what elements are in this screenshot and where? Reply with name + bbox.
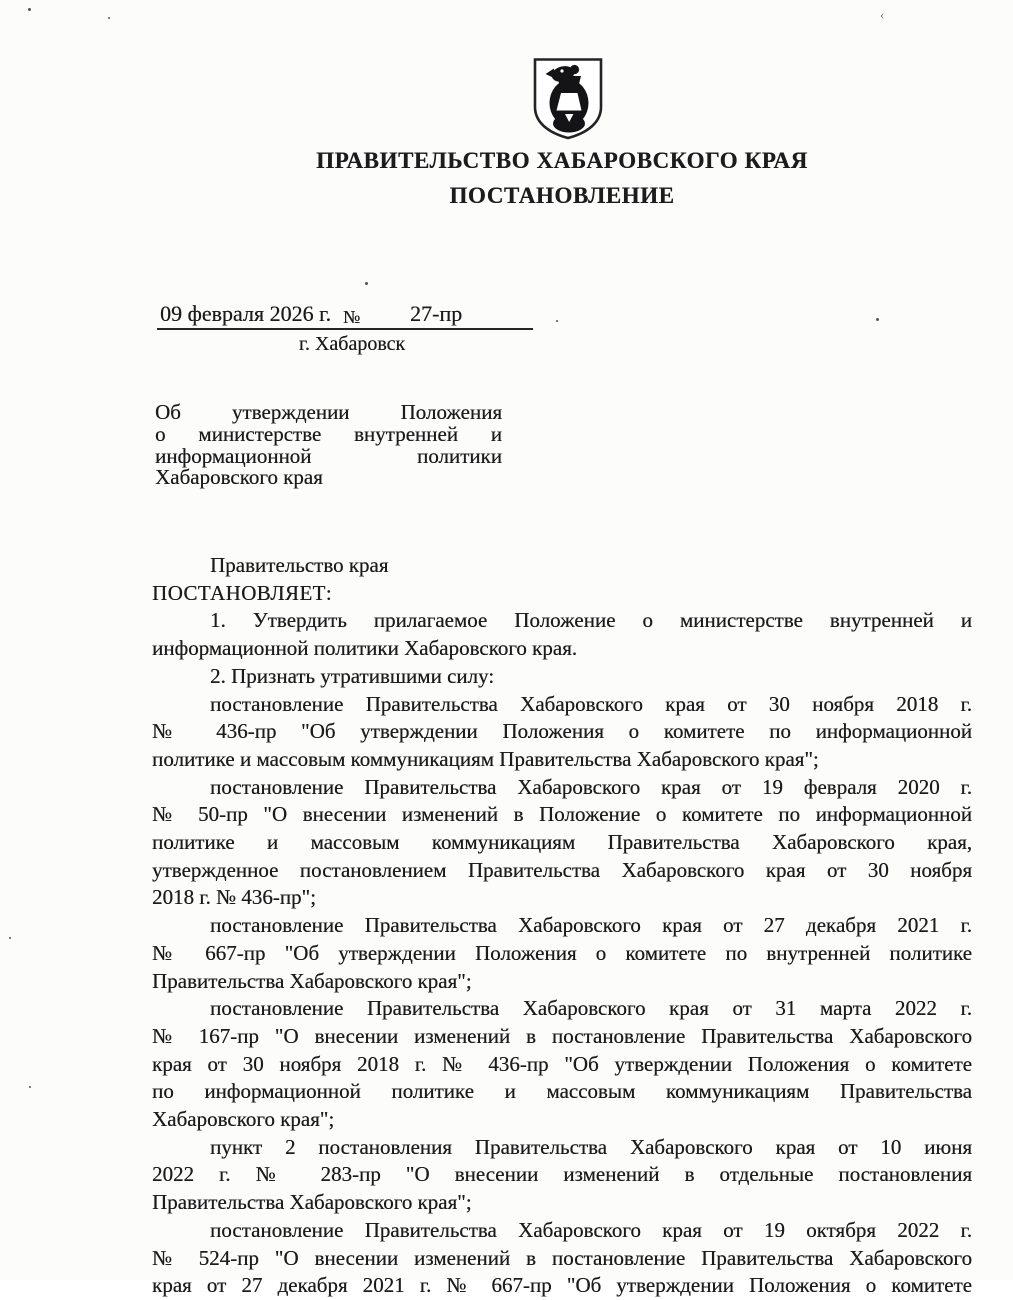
body-line: постановление Правительства Хабаровского края от 30 ноября 2018 г. — [210, 691, 972, 716]
body-line: 1. Утвердить прилагаемое Положение о министерстве внутренней и — [210, 608, 972, 633]
body-line: постановление Правительства Хабаровского края от 19 октября 2022 г. — [210, 1217, 972, 1242]
body-line: политике и массовым коммуникациям Правительства Хабаровского края"; — [152, 746, 819, 771]
body-line: Хабаровского края"; — [152, 1107, 335, 1132]
scan-speck — [28, 8, 31, 11]
scan-speck — [556, 320, 558, 322]
body-line: утвержденное постановлением Правительства Хабаровского края от 30 ноября — [152, 857, 972, 882]
number-sign: № — [343, 307, 361, 327]
body-line: ПОСТАНОВЛЯЕТ: — [152, 580, 333, 605]
subject-line: информационной политики — [155, 443, 502, 468]
scan-speck: ‹ — [880, 7, 885, 22]
org-name: ПРАВИТЕЛЬСТВО ХАБАРОВСКОГО КРАЯ — [316, 148, 808, 173]
body-text — [152, 552, 972, 1300]
body-line: края от 30 ноября 2018 г. № 436-пр "Об утверждении Положения о комитете — [152, 1051, 972, 1076]
scan-speck — [9, 937, 11, 939]
body-line: пункт 2 постановления Правительства Хабаровского края от 10 июня — [210, 1134, 972, 1159]
doc-date: 09 февраля 2026 г. — [160, 301, 332, 326]
bear-shield-icon — [532, 57, 604, 141]
body-line: 2022 г. № 283-пр "О внесении изменений в отдельные постановления — [152, 1162, 972, 1187]
body-line: постановление Правительства Хабаровского края от 31 марта 2022 г. — [210, 996, 972, 1021]
subject-block — [155, 402, 502, 489]
scan-speck — [365, 282, 368, 285]
body-line: № 667-пр "Об утверждении Положения о комитете по внутренней политике — [152, 940, 972, 965]
doc-type-title: ПОСТАНОВЛЕНИЕ — [449, 183, 675, 208]
body-line: по информационной политике и массовым коммуникациям Правительства — [152, 1079, 972, 1104]
body-line: постановление Правительства Хабаровского края от 27 декабря 2021 г. — [210, 913, 972, 938]
body-line: № 167-пр "О внесении изменений в постановление Правительства Хабаровского — [152, 1023, 972, 1048]
body-line: Правительство края — [210, 553, 389, 577]
body-line: 2. Признать утратившими силу: — [210, 663, 495, 688]
doc-city: г. Хабаровск — [298, 333, 406, 355]
subject-line: о министерстве внутренней и — [155, 421, 502, 446]
requisites-underline — [157, 328, 533, 330]
body-line: постановление Правительства Хабаровского края от 19 февраля 2020 г. — [210, 774, 972, 799]
body-line: Правительства Хабаровского края"; — [152, 968, 472, 993]
subject-line: Хабаровского края — [155, 465, 323, 490]
body-line: информационной политики Хабаровского края. — [152, 636, 577, 661]
body-line: Правительства Хабаровского края"; — [152, 1190, 472, 1215]
emblem-khabarovsk-coat-of-arms — [532, 57, 604, 141]
body-line: № 524-пр "О внесении изменений в постановление Правительства Хабаровского — [152, 1245, 972, 1270]
body-line: 2018 г. № 436-пр"; — [152, 885, 316, 910]
subject-line: Об утверждении Положения — [155, 400, 502, 424]
body-line: № 436-пр "Об утверждении Положения о комитете по информационной — [152, 719, 972, 744]
body-line-partial: края от 27 декабря 2021 г. № 667-пр "Об утверждении Положения о комитете — [152, 1273, 972, 1298]
scan-speck — [29, 1086, 31, 1088]
scan-speck — [876, 318, 879, 321]
doc-number: 27-пр — [410, 301, 463, 326]
scan-speck — [108, 17, 110, 19]
body-line: № 50-пр "О внесении изменений в Положение о комитете по информационной — [152, 802, 972, 827]
body-line: политике и массовым коммуникациям Правительства Хабаровского края, — [152, 830, 972, 855]
